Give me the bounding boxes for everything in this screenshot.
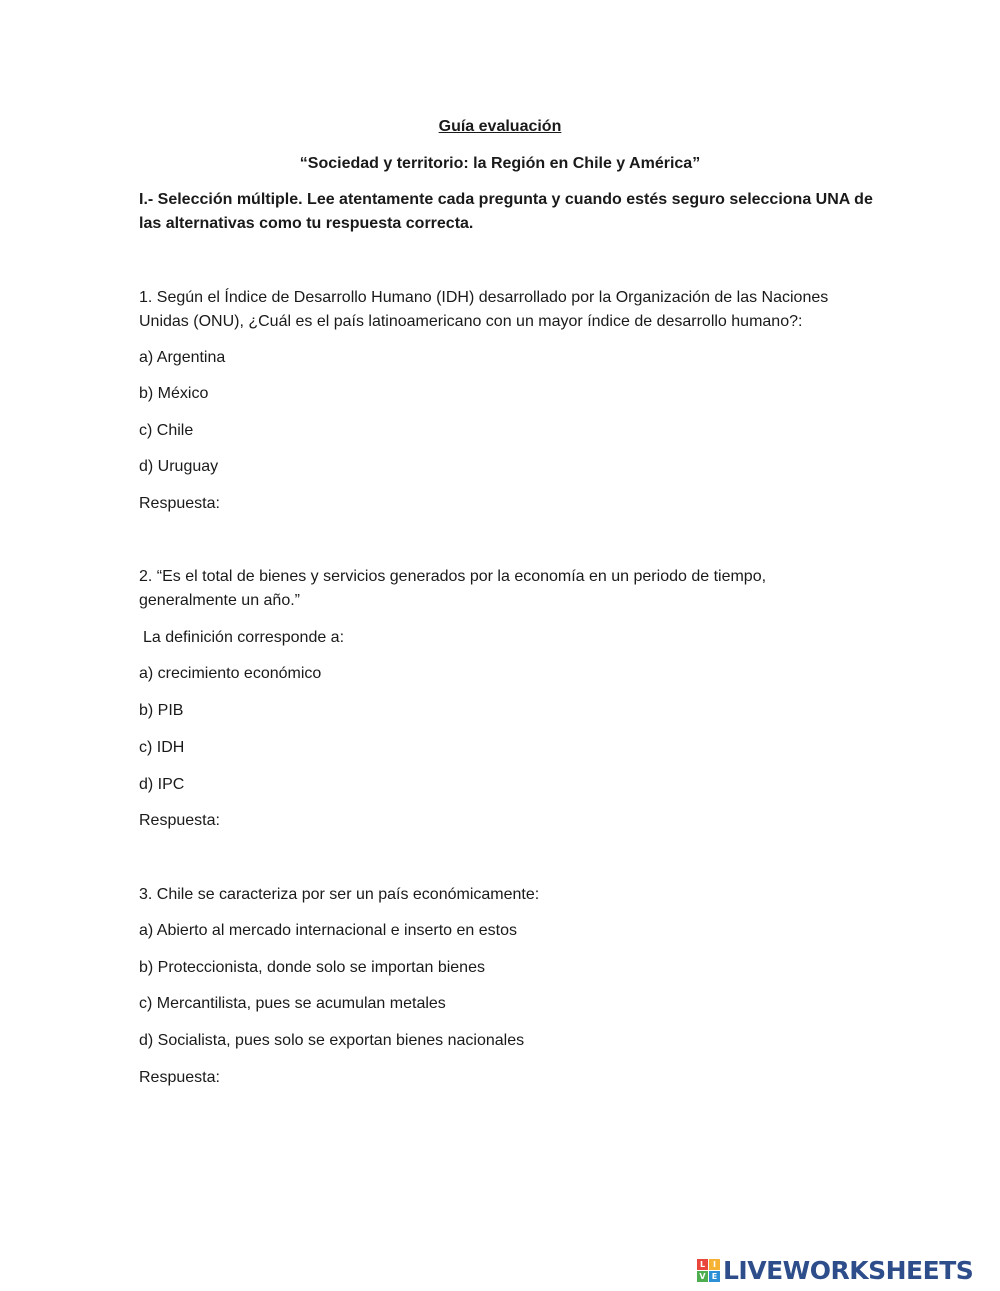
question-2-option-a[interactable]: a) crecimiento económico — [139, 665, 322, 682]
liveworksheets-logo — [697, 1255, 973, 1285]
question-1-text-line-2: Unidas (ONU), ¿Cuál es el país latinoamericano con un mayor índice de desarrollo humano?: — [139, 313, 803, 330]
question-1-option-d[interactable]: d) Uruguay — [139, 458, 219, 475]
question-1-option-b[interactable]: b) México — [139, 385, 209, 402]
page-title: Guía evaluación — [438, 118, 562, 135]
instructions-line-1: I.- Selección múltiple. Lee atentamente cada pregunta y cuando estés seguro selecciona UNA de — [139, 191, 873, 208]
question-3-text-line-1: 3. Chile se caracteriza por ser un país económicamente: — [139, 886, 540, 903]
question-1-option-a[interactable]: a) Argentina — [139, 349, 226, 366]
question-2-option-c[interactable]: c) IDH — [139, 739, 185, 756]
question-2-text-line-2: generalmente un año.” — [139, 592, 300, 609]
question-2-option-b[interactable]: b) PIB — [139, 702, 184, 719]
question-1-text-line-1: 1. Según el Índice de Desarrollo Humano (IDH) desarrollado por la Organización de las Naciones — [139, 289, 829, 306]
logo-block-e: E — [709, 1271, 720, 1282]
logo-blocks-icon — [697, 1259, 720, 1282]
logo-block-i: I — [709, 1259, 720, 1270]
question-2-text-line-1: 2. “Es el total de bienes y servicios generados por la economía en un periodo de tiempo, — [139, 568, 767, 585]
question-3-answer-label: Respuesta: — [139, 1069, 220, 1086]
logo-block-v: V — [697, 1271, 708, 1282]
question-2-text-line-3: La definición corresponde a: — [143, 629, 345, 646]
instructions-line-2: las alternativas como tu respuesta correcta. — [139, 215, 474, 232]
question-3-option-b[interactable]: b) Proteccionista, donde solo se importan bienes — [139, 959, 485, 976]
page-subtitle: “Sociedad y territorio: la Región en Chile y América” — [299, 155, 701, 172]
question-2-option-d[interactable]: d) IPC — [139, 776, 185, 793]
question-1-option-c[interactable]: c) Chile — [139, 422, 194, 439]
question-1-answer-label: Respuesta: — [139, 495, 220, 512]
logo-text: LIVEWORKSHEETS — [723, 1255, 974, 1285]
logo-block-l: L — [697, 1259, 708, 1270]
question-3-option-d[interactable]: d) Socialista, pues solo se exportan bienes nacionales — [139, 1032, 525, 1049]
question-2-answer-label: Respuesta: — [139, 812, 220, 829]
question-3-option-a[interactable]: a) Abierto al mercado internacional e inserto en estos — [139, 922, 517, 939]
question-3-option-c[interactable]: c) Mercantilista, pues se acumulan metales — [139, 995, 446, 1012]
